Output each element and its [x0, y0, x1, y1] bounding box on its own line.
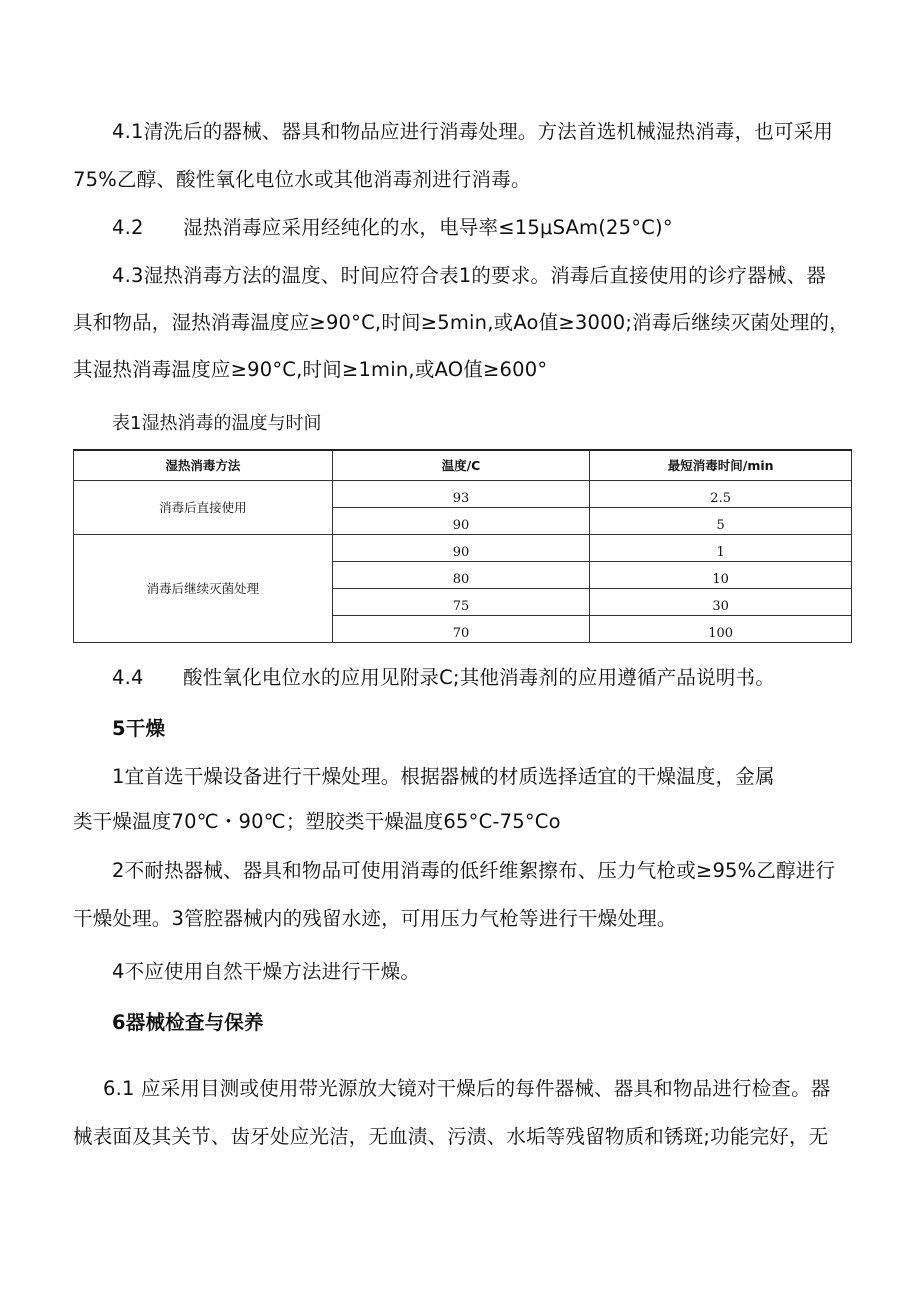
table-row [74, 534, 852, 561]
temperature-cell: 90 [332, 507, 590, 534]
temperature-cell: 90 [332, 534, 590, 561]
table-header-row [74, 450, 852, 480]
table-row [74, 480, 852, 507]
paragraph-5-2-line-2: 干燥处理。3管腔器械内的残留水迹，可用压力气枪等进行干燥处理。 [73, 907, 677, 930]
header-method: 湿热消毒方法 [74, 450, 333, 480]
header-temperature: 温度/C [332, 450, 590, 480]
paragraph-4-3-line-3: 其湿热消毒温度应≥90°C,时间≥1min,或AO值≥600° [73, 358, 548, 381]
paragraph-6-1-line-1: 6.1 应采用目测或使用带光源放大镜对干燥后的每件器械、器具和物品进行检查。器 [103, 1077, 831, 1100]
time-cell: 10 [590, 561, 852, 588]
paragraph-5-2-line-1: 2不耐热器械、器具和物品可使用消毒的低纤维絮擦布、压力气枪或≥95%乙醇进行 [112, 859, 836, 882]
time-cell: 1 [590, 534, 852, 561]
paragraph-5-1-line-1: 1宜首选干燥设备进行干燥处理。根据器械的材质选择适宜的干燥温度，金属 [112, 765, 775, 788]
temperature-cell: 70 [332, 615, 590, 642]
paragraph-6-1-line-2: 械表面及其关节、齿牙处应光洁，无血渍、污渍、水垢等残留物质和锈斑;功能完好，无 [73, 1125, 829, 1148]
time-cell: 100 [590, 615, 852, 642]
method-cell: 消毒后直接使用 [74, 480, 333, 534]
table-caption: 表1湿热消毒的温度与时间 [112, 413, 322, 434]
paragraph-4-3-line-2: 具和物品，湿热消毒温度应≥90°C,时间≥5min,或Ao值≥3000;消毒后继续灭菌处理的， [73, 311, 849, 334]
temperature-cell: 80 [332, 561, 590, 588]
header-min-time: 最短消毒时间/min [590, 450, 852, 480]
paragraph-5-1-line-2: 类干燥温度70℃・90℃；塑胶类干燥温度65°C-75°Co [73, 810, 561, 833]
temperature-cell: 93 [332, 480, 590, 507]
paragraph-4-3-line-1: 4.3湿热消毒方法的温度、时间应符合表1的要求。消毒后直接使用的诊疗器械、器 [112, 264, 827, 287]
section-heading-5: 5干燥 [112, 717, 166, 740]
time-cell: 30 [590, 588, 852, 615]
time-cell: 5 [590, 507, 852, 534]
paragraph-4-2: 4.2 湿热消毒应采用经纯化的水，电导率≤15μSAm(25°C)° [112, 216, 673, 239]
section-heading-6: 6器械检查与保养 [112, 1011, 264, 1034]
paragraph-5-4: 4不应使用自然干燥方法进行干燥。 [112, 960, 421, 983]
paragraph-4-1-line-1: 4.1清洗后的器械、器具和物品应进行消毒处理。方法首选机械湿热消毒，也可采用 [112, 120, 834, 143]
disinfection-table [73, 449, 852, 643]
paragraph-4-4: 4.4 酸性氧化电位水的应用见附录C;其他消毒剂的应用遵循产品说明书。 [112, 666, 775, 689]
time-cell: 2.5 [590, 480, 852, 507]
method-cell: 消毒后继续灭菌处理 [74, 534, 333, 642]
paragraph-4-1-line-2: 75%乙醇、酸性氧化电位水或其他消毒剂进行消毒。 [73, 168, 531, 191]
temperature-cell: 75 [332, 588, 590, 615]
